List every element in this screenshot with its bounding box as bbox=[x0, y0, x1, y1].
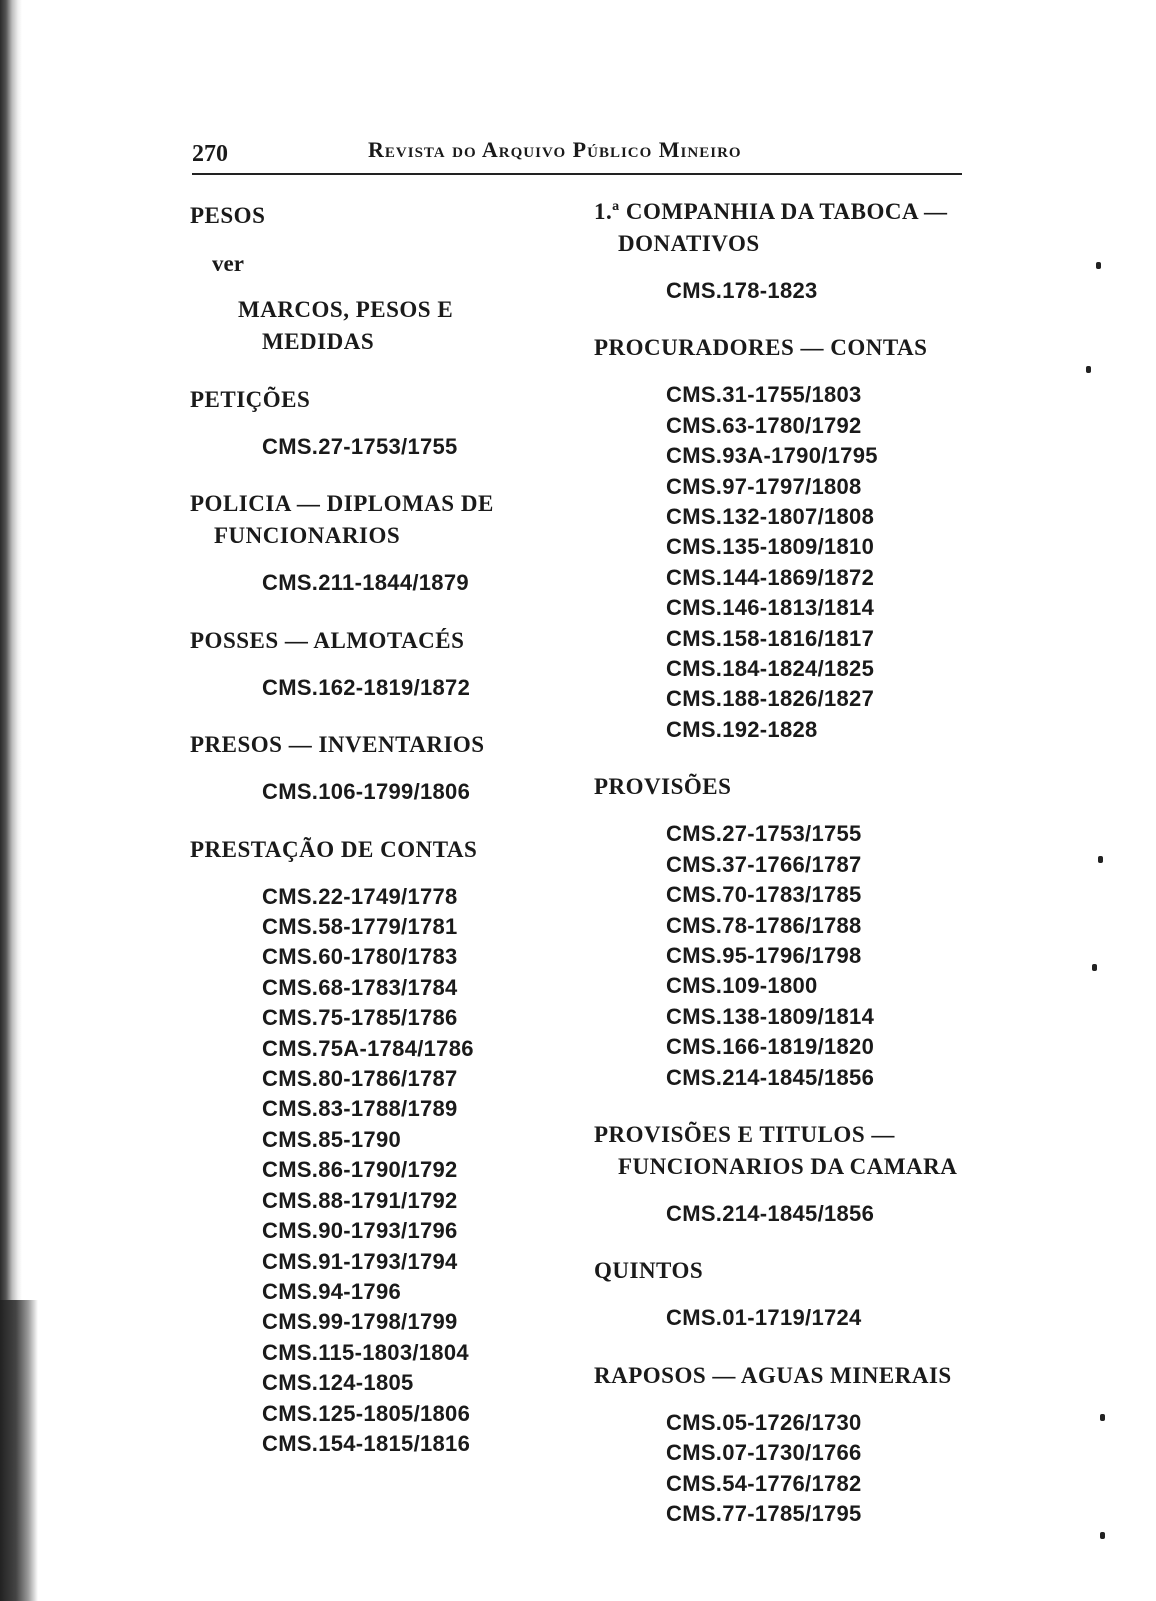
entry-heading: POSSES — ALMOTACÉS bbox=[190, 627, 465, 653]
index-entry bbox=[594, 771, 974, 1093]
entry-heading: 1.ª COMPANHIA DA TABOCA — DONATIVOS bbox=[594, 199, 948, 256]
page-header bbox=[192, 133, 962, 175]
index-entry bbox=[190, 488, 570, 598]
reference-code: CMS.88-1791/1792 bbox=[262, 1187, 458, 1213]
index-entry bbox=[594, 1119, 974, 1229]
reference-code: CMS.214-1845/1856 bbox=[666, 1064, 875, 1090]
reference-code: CMS.63-1780/1792 bbox=[666, 412, 862, 438]
reference-list bbox=[594, 276, 974, 306]
reference-list bbox=[190, 568, 570, 598]
reference-code: CMS.211-1844/1879 bbox=[262, 570, 469, 596]
index-entry bbox=[594, 332, 974, 745]
entry-heading: PROVISÕES bbox=[594, 774, 732, 800]
scan-speck bbox=[1096, 262, 1101, 269]
reference-code: CMS.27-1753/1755 bbox=[666, 821, 862, 847]
entry-heading: POLICIA — DIPLOMAS DE FUNCIONARIOS bbox=[190, 491, 494, 549]
reference-code: CMS.68-1783/1784 bbox=[262, 974, 458, 1000]
reference-code: CMS.05-1726/1730 bbox=[666, 1409, 862, 1435]
reference-code: CMS.158-1816/1817 bbox=[666, 625, 875, 651]
reference-list bbox=[190, 777, 570, 807]
entry-heading: QUINTOS bbox=[594, 1258, 704, 1284]
reference-code: CMS.125-1805/1806 bbox=[262, 1400, 471, 1426]
left-column bbox=[190, 200, 570, 1485]
reference-code: CMS.01-1719/1724 bbox=[666, 1305, 862, 1331]
index-entry bbox=[190, 384, 570, 462]
reference-code: CMS.178-1823 bbox=[666, 278, 818, 303]
reference-list bbox=[594, 1199, 974, 1229]
reference-code: CMS.154-1815/1816 bbox=[262, 1430, 471, 1456]
reference-list bbox=[190, 432, 570, 462]
scan-speck bbox=[1086, 366, 1091, 373]
reference-code: CMS.95-1796/1798 bbox=[666, 942, 862, 968]
reference-code: CMS.60-1780/1783 bbox=[262, 944, 458, 970]
right-column bbox=[594, 196, 974, 1555]
reference-code: CMS.54-1776/1782 bbox=[666, 1470, 862, 1496]
reference-code: CMS.27-1753/1755 bbox=[262, 434, 458, 459]
reference-code: CMS.138-1809/1814 bbox=[666, 1003, 875, 1029]
reference-code: CMS.106-1799/1806 bbox=[262, 779, 471, 805]
reference-code: CMS.166-1819/1820 bbox=[666, 1034, 875, 1060]
index-entry bbox=[190, 834, 570, 1460]
reference-code: CMS.58-1779/1781 bbox=[262, 914, 458, 940]
reference-code: CMS.162-1819/1872 bbox=[262, 674, 471, 700]
reference-list bbox=[594, 1303, 974, 1333]
index-entry bbox=[190, 729, 570, 807]
reference-code: CMS.80-1786/1787 bbox=[262, 1066, 458, 1092]
index-entry bbox=[594, 1255, 974, 1333]
reference-list bbox=[594, 380, 974, 745]
reference-list bbox=[594, 1408, 974, 1530]
reference-code: CMS.109-1800 bbox=[666, 973, 818, 999]
index-entry bbox=[594, 196, 974, 306]
index-entry bbox=[190, 200, 570, 358]
reference-code: CMS.146-1813/1814 bbox=[666, 595, 875, 621]
reference-code: CMS.192-1828 bbox=[666, 716, 818, 742]
index-entry bbox=[594, 1360, 974, 1530]
reference-code: CMS.70-1783/1785 bbox=[666, 882, 862, 908]
reference-list bbox=[190, 673, 570, 703]
reference-code: CMS.135-1809/1810 bbox=[666, 534, 875, 560]
see-reference-target: MARCOS, PESOS E MEDIDAS bbox=[238, 297, 454, 354]
reference-code: CMS.91-1793/1794 bbox=[262, 1248, 458, 1274]
entry-heading: PRESTAÇÃO DE CONTAS bbox=[190, 836, 478, 862]
reference-code: CMS.31-1755/1803 bbox=[666, 382, 862, 408]
reference-code: CMS.75A-1784/1786 bbox=[262, 1035, 474, 1061]
reference-code: CMS.184-1824/1825 bbox=[666, 656, 875, 682]
running-title: Revista do Arquivo Público Mineiro bbox=[368, 137, 742, 162]
scan-speck bbox=[1100, 1414, 1105, 1421]
reference-code: CMS.94-1796 bbox=[262, 1278, 402, 1304]
reference-code: CMS.22-1749/1778 bbox=[262, 883, 458, 909]
entry-heading: PROVISÕES E TITULOS — FUNCIONARIOS DA CAMARA bbox=[594, 1121, 958, 1179]
scan-speck bbox=[1092, 964, 1097, 971]
reference-code: CMS.124-1805 bbox=[262, 1370, 414, 1396]
reference-code: CMS.37-1766/1787 bbox=[666, 851, 862, 877]
reference-code: CMS.99-1798/1799 bbox=[262, 1309, 458, 1335]
page-number: 270 bbox=[192, 141, 228, 167]
reference-code: CMS.78-1786/1788 bbox=[666, 912, 862, 938]
scan-speck bbox=[1100, 1532, 1105, 1539]
reference-code: CMS.85-1790 bbox=[262, 1126, 402, 1152]
reference-list bbox=[190, 882, 570, 1460]
reference-code: CMS.07-1730/1766 bbox=[666, 1440, 862, 1466]
see-reference-label: ver bbox=[212, 251, 244, 276]
reference-code: CMS.115-1803/1804 bbox=[262, 1339, 469, 1365]
reference-code: CMS.144-1869/1872 bbox=[666, 564, 875, 590]
entry-heading: PROCURADORES — CONTAS bbox=[594, 335, 928, 361]
scan-speck bbox=[1098, 856, 1103, 863]
reference-code: CMS.77-1785/1795 bbox=[666, 1500, 862, 1526]
reference-code: CMS.93A-1790/1795 bbox=[666, 443, 878, 469]
reference-list bbox=[594, 819, 974, 1093]
reference-code: CMS.90-1793/1796 bbox=[262, 1218, 458, 1244]
reference-code: CMS.132-1807/1808 bbox=[666, 504, 875, 530]
reference-code: CMS.83-1788/1789 bbox=[262, 1096, 458, 1122]
entry-heading: PESOS bbox=[190, 203, 266, 228]
entry-heading: PRESOS — INVENTARIOS bbox=[190, 732, 485, 758]
book-binding-edge bbox=[0, 1300, 38, 1601]
reference-code: CMS.214-1845/1856 bbox=[666, 1200, 875, 1226]
reference-code: CMS.86-1790/1792 bbox=[262, 1157, 458, 1183]
reference-code: CMS.97-1797/1808 bbox=[666, 473, 862, 499]
index-entry bbox=[190, 625, 570, 703]
reference-code: CMS.188-1826/1827 bbox=[666, 686, 875, 712]
entry-heading: PETIÇÕES bbox=[190, 387, 311, 412]
entry-heading: RAPOSOS — AGUAS MINERAIS bbox=[594, 1362, 952, 1388]
reference-code: CMS.75-1785/1786 bbox=[262, 1005, 458, 1031]
